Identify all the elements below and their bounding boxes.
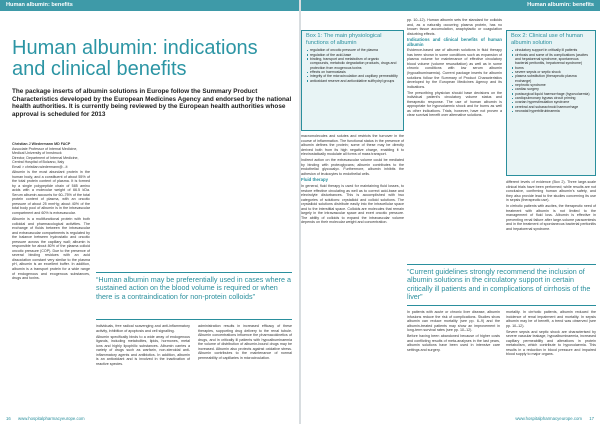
footer-url: www.hospitalpharmacyeurope.com <box>515 416 582 421</box>
author-info <box>12 142 90 170</box>
paragraph: In cirrhotic patients with ascites, the therapeutic need of treatment with albumin is not limited to the management of fluid loss. Albumin is effective in preventing renal failure after large-volume paracentesis and in the treatment of spontaneous bacterial peritonitis and hepatorenal syndrome. <box>506 204 596 231</box>
page-number: 17 <box>589 416 594 421</box>
paragraph: Severe sepsis and septic shock are characterised by severe vascular leakage, hypoalbuminaemia, increased capillary permeability and alterations in protein metabolism, which contribute to hypovolaemia. This results in a reduction in blood pressure and impaired blood supply to major organs. <box>506 329 596 357</box>
box-item: cardiopulmonary bypass circuit priming <box>512 96 591 100</box>
author-line: Director, Department of Internal Medicine, <box>12 155 79 160</box>
left-page <box>0 0 299 424</box>
paragraph: mortality. In cirrhotic patients, albumin reduced the incidence of renal impairment and mortality. In sepsis albumin may be of benefit, a trend was observed (see pp. 10–12). <box>506 310 596 328</box>
paragraph: In patients with acute or chronic liver disease, albumin infusions reduce the risk of complications. Studies show albumin can reduce mortality (see pp. 6–9) and the albumin-treated patients may show an improvement in long-term survival rates (see pp. 10–12). <box>407 310 500 333</box>
box-item: nephrotic syndrome <box>512 83 591 87</box>
paragraph: Evidence-based use of albumin solutions in fluid therapy has been shown in some conditions such as expansion of plasma volume for maintenance of effective circulatory blood volume (volume resuscitation) as well as in some chronic conditions with low serum albumin (hypoalbuminaemia). Current package inserts for albumin solutions follow the Summary of Product Characteristics developed by the European Medicines Agency and its indications. <box>407 48 502 89</box>
pull-quote-rule <box>96 319 292 320</box>
paragraph: Albumin is a multifunctional protein with both colloidal and pharmacological activities. The exchange of fluids between the intravascular and extravascular compartments is regulated by the balance between hydrostatic and oncotic pressure across the capillary wall; albumin is responsible for about 80% of the plasma colloid oncotic pressure (COP). Due to the presence of several binding residues with an acid dissociation constant very similar to the plasma pH, albumin is an excellent buffer. In addition, albumin is a transport protein for a wide range of endogenous and exogenous substances, drugs and toxins. <box>12 216 90 281</box>
box-item: regulation of oncotic pressure of the plasma <box>307 48 399 52</box>
page-number: 16 <box>6 416 11 421</box>
box-item: antioxidant reserve and antioxidative sulfhydryl groups <box>307 79 399 83</box>
right-page <box>301 0 600 424</box>
paragraph: Indirect action on the extravascular volume could be mediated by binding with proteoglycans; albumin contributes to the endothelial glycocalyx. Furthermore, albumin inhibits the adhesion of leukocytes to endothelial cells. <box>301 158 404 176</box>
box-title: Box 1: The main physiological functions of albumin <box>306 33 382 46</box>
box-2-clinical-use <box>506 30 596 176</box>
box-1-physiological-functions <box>301 30 404 131</box>
box-item: cardiac surgery <box>512 87 591 91</box>
author-line: Associate Professor of Internal Medicine, <box>12 146 78 151</box>
box-item: burns <box>512 66 591 70</box>
body-column-8 <box>506 310 596 414</box>
paragraph: different levels of evidence (Box 2). Three large-scale clinical trials have been performed; while results are not conclusive, confirming human albumin's safety, and they also provide lead to the studies concerning its use in sepsis (therapeutic use). <box>506 180 596 203</box>
footer-url: www.hospitalpharmacyeurope.com <box>18 416 85 421</box>
paragraph: The prescribing physician should base decisions on the individual patient's circulatory volume status and therapeutic response. The use of human albumin is appropriate for hypovolaemic shock and for burns as well as other indications. Trials, however, have not proven a clear survival benefit over alternative solutions. <box>407 90 502 118</box>
box-item: postsurgical liquid haemorrhage (hypovolaemia) <box>512 92 591 96</box>
box-item: plasma substitution (therapeutic plasma exchange) <box>512 74 591 83</box>
paragraph: macromolecules and solutes and restricts the turnover in the course of inflammation. The functional status in the presence of albumin defines the protein; some of these may be directly derived both from its high negative charge, enabling it to electrostatically modulate all forms of mass transport. <box>301 134 404 157</box>
pull-quote-rule <box>96 272 292 273</box>
section-header-bar <box>301 0 600 11</box>
subheading: Fluid therapy <box>301 177 328 183</box>
paragraph: In general, fluid therapy is used for maintaining fluid losses, to restore effective circulating as well as to correct acid-base and electrolyte disturbances. This is accomplished with two categories of solutions: crystalloid and colloid solutions. The crystalloid solutions distribute easily into the intracellular space and to the interstitial space. Colloids are molecules that remain largely in the intravascular space and exert oncotic pressure. The ability of colloids to expand the intravascular volume depends on their molecular weight and concentration. <box>301 183 404 225</box>
box-item: effects on haemostasis <box>307 70 399 74</box>
body-column-7 <box>407 310 500 414</box>
box-item: circulatory support in critically ill patients <box>512 48 591 52</box>
box-item: binding, transport and metabolism of organic compounds, metabolic degradation products, drugs and protection from exogenous toxins <box>307 57 399 70</box>
box-item: regulation of the acid-base <box>307 53 399 57</box>
box-list <box>507 48 595 116</box>
section-header-bar <box>0 0 299 11</box>
section-label: Human albumin: benefits <box>527 2 594 8</box>
subheading: Indications and clinical benefits of human albumin <box>407 37 502 47</box>
author-name: Christian J Wiedermann MD FACP <box>12 142 71 146</box>
box-item: neonatal hyperbilirubinaemia <box>512 109 591 113</box>
box-item: cerebral and subarachnoid haemorrhage <box>512 105 591 109</box>
body-column-6 <box>506 180 596 262</box>
paragraph: pp. 10–12). Human albumin sets the standard for colloids and, as a naturally occurring plasma protein, has no known tissue accumulation, anaphylactic or coagulation disturbing effects. <box>407 18 502 36</box>
article-title: Human albumin: indications and clinical benefits <box>12 37 258 80</box>
body-column-1 <box>12 170 90 415</box>
box-item: integrity of the microcirculation and capillary permeability <box>307 74 399 78</box>
article-abstract: The package inserts of albumin solutions in Europe follow the Summary Product Characteristics developed by the European Medicines Agency and endorsed by the national health authorities. It is currently being reviewed by the European health authorities whose approval is scheduled for 2013 <box>12 88 292 119</box>
box-title: Box 2: Clinical use of human albumin solution <box>511 33 584 46</box>
pull-quote-left: “Human albumin may be preferentially used in cases where a sustained action on the blood volume is required or when there is a contraindication for non-protein colloids” <box>96 275 291 301</box>
body-column-2 <box>96 324 190 414</box>
paragraph: Before having been abandoned because of higher costs and conflicting results of meta-analyses in the last years, albumin solutions have been used in intensive care settings and surgery. <box>407 334 500 352</box>
pull-quote-rule <box>407 264 596 265</box>
author-line: Email > christian.wiedermann@...it <box>12 164 68 169</box>
box-list <box>302 48 403 86</box>
paragraph: individuals, free radical scavenging and anti-inflammatory activity, inhibition of apoptosis and cell signalling. <box>96 324 190 333</box>
author-line: Central Hospital of Bolzano, Italy <box>12 160 65 165</box>
pull-quote-rule <box>407 305 596 306</box>
pull-quote-right: “Current guidelines strongly recommend the inclusion of albumin solutions in the circulatory support in certain critically ill patients and in complications of cirrhosis of the liver” <box>407 267 591 302</box>
paragraph: administration results in increased efficacy of these therapies, supporting drug delivery to the renal tubule. Albumin concentrations influence the pharmacokinetics of drugs, and in critically ill patients with hypoalbuminaemia the volume of distribution of albumin-bound drugs may be increased. Albumin also protects against oxidative stress. Albumin contributes to the maintenance of normal permeability of capillaries in microcirculation. <box>198 324 292 360</box>
author-line: Medical University of Innsbruck <box>12 151 62 156</box>
paragraph: Albumin is the most abundant protein in the human body, and a constituent of about 55% of the total protein content of plasma. It is formed by a single polypeptide chain of 585 amino acids with a molecular weight of 66.5 kDa. Serum albumin accounts for 60–75% of the total protein content of plasma, with an oncotic pressure of about 25 mmHg; about 40% of the total body pool of albumin is in the intravascular compartment and 60% is extravascular. <box>12 170 90 215</box>
body-column-3 <box>198 324 292 414</box>
body-column-5 <box>407 18 502 261</box>
box-item: cirrhosis and some of its complications (ascites and hepatorenal syndrome, spontaneous bacterial peritonitis, hepatorenal syndrome) <box>512 53 591 66</box>
paragraph: Albumin specifically binds to a wide array of endogenous ligands, including metabolites, lipids, hormones, metal ions and highly lipophilic substances. Albumin carries a variety of drugs such as warfarin, non-steroidal anti-inflammatory agents and antibiotics. In addition, albumin is an antioxidant and is involved in the inactivation of reactive species. <box>96 334 190 366</box>
body-column-4 <box>301 134 404 416</box>
section-label: Human albumin: benefits <box>6 2 73 8</box>
box-item: severe sepsis or septic shock <box>512 70 591 74</box>
box-item: ovarian hyperstimulation syndrome <box>512 100 591 104</box>
